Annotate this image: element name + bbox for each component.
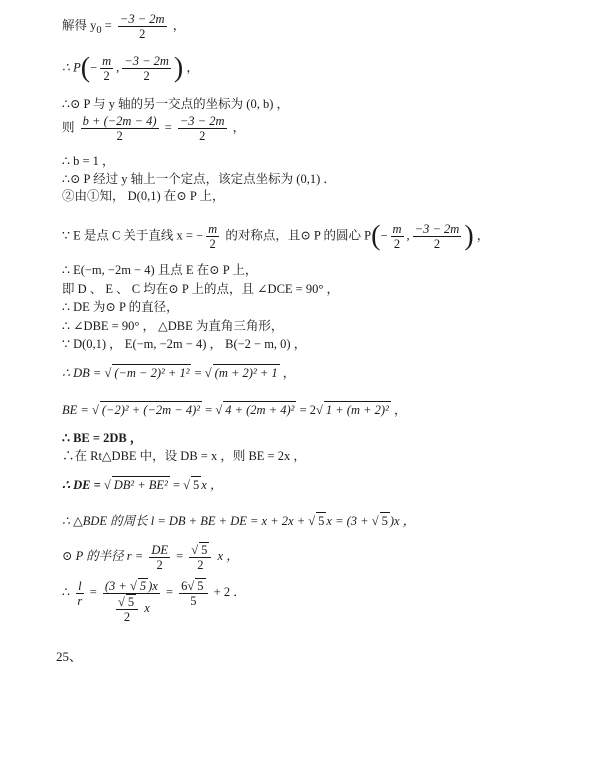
fraction: $\frac{-3 - 2m}{2}$ bbox=[119, 12, 165, 41]
points-on-circle-line: 即 D 、 E 、 C 均在⊙ P 上的点，且 ∠DCE = 90° ， bbox=[62, 282, 339, 296]
equation-b-line: 则 $\frac{b + (-2m - 4)}{2}$ = $\frac{-3 - 2m}{2}$ ， bbox=[62, 114, 246, 143]
be-equals-2db-line: ∴ BE = 2DB ， bbox=[62, 431, 143, 445]
solve-y0-line: 解得 $y_0$ = $\frac{-3 - 2m}{2}$ ， bbox=[62, 12, 186, 41]
be-length-line: BE = √ (−2)² + (−2m − 4)² = √ 4 + (2m + 4)² = 2√ 1 + (m + 2)² ， bbox=[62, 403, 407, 417]
diameter-line: ∴ DE 为⊙ P 的直径， bbox=[62, 300, 179, 314]
right-triangle-line: ∴ ∠DBE = 90° ， △DBE 为直角三角形， bbox=[62, 319, 284, 333]
question-number: 25、 bbox=[56, 649, 83, 664]
fixed-point-line: ∴⊙ P 经过 y 轴上一个定点，该定点坐标为 (0,1) ． bbox=[62, 172, 336, 186]
perimeter-line: ∴ △BDE 的周长 l = DB + BE + DE = x + 2x + √ 5 x = (3 + √ 5 )x ， bbox=[62, 514, 416, 528]
b-equals-line: ∴ b = 1 ， bbox=[62, 154, 115, 168]
part2-intro-line: ②由①知， D(0,1) 在⊙ P 上， bbox=[62, 189, 225, 203]
point-p-line: ∴ P(− $\frac{m}{2}$ , $\frac{-3 - 2m}{2}$ ) ， bbox=[62, 52, 199, 84]
symmetric-point-line: ∵ E 是点 C 关于直线 x = − $\frac{m}{2}$ 的对称点，且⊙ P 的圆心 P(− $\frac{m}{2}$ , $\frac{-3 - 2m}{2}$ ) ， bbox=[62, 220, 490, 252]
de-length-line: ∴ DE = √ DB² + BE² = √ 5 x ， bbox=[62, 478, 223, 492]
ratio-line: ∴ $\frac{l}{r}$ = (3 + √ 5 )x $\frac{√ 5}{2}$ x = $\frac{6√ 5}{5}$ + 2 ． bbox=[62, 578, 246, 624]
coordinates-line: ∵ D(0,1) ， E(−m, −2m − 4) ， B(−2 − m, 0) ， bbox=[62, 337, 307, 351]
point-e-line: ∴ E(−m, −2m − 4) 且点 E 在⊙ P 上， bbox=[62, 263, 258, 277]
db-length-line: ∴ DB = √ (−m − 2)² + 1² = √ (m + 2)² + 1 ， bbox=[62, 366, 296, 380]
radius-line: ⊙ P 的半径 r = $\frac{DE}{2}$ = $\frac{√ 5}{2}$ x ， bbox=[62, 542, 239, 572]
intersection-line: ∴⊙ P 与 y 轴的另一交点的坐标为 (0, b) ， bbox=[62, 97, 289, 111]
set-db-x-line: ∴在 Rt△DBE 中，设 DB = x ，则 BE = 2x ， bbox=[62, 449, 306, 463]
